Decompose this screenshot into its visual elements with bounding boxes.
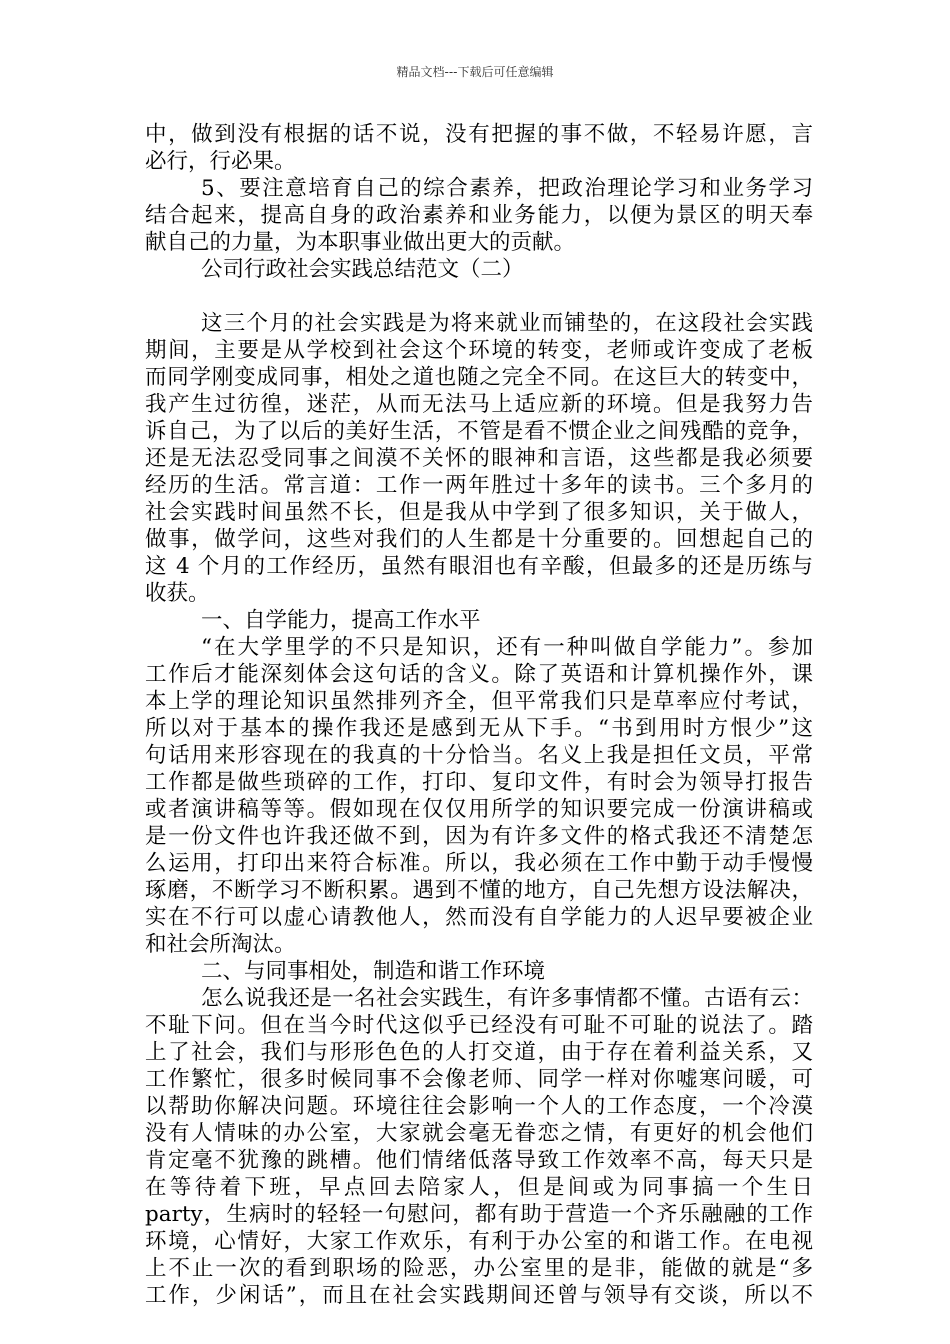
text-line: 句话用来形容现在的我真的十分恰当。名义上我是担任文员，平常	[145, 743, 813, 768]
text-line: 在等待着下班，早点回去陪家人，但是间或为同事搞一个生日	[145, 1175, 813, 1200]
text-line: 以帮助你解决问题。环境往往会影响一个人的工作态度，一个冷漠	[145, 1094, 813, 1119]
text-line: 所以对于基本的操作我还是感到无从下手。“书到用时方恨少”这	[145, 716, 813, 741]
text-line: 是一份文件也许我还做不到，因为有许多文件的格式我还不清楚怎	[145, 824, 813, 849]
text-line: 肯定毫不犹豫的跳槽。他们情绪低落导致工作效率不高，每天只是	[145, 1148, 813, 1173]
text-line: 献自己的力量，为本职事业做出更大的贡献。	[145, 230, 576, 255]
text-line: 公司行政社会实践总结范文（二）	[201, 257, 524, 282]
text-line: 没有人情味的办公室，大家就会毫无眷恋之情，有更好的机会他们	[145, 1121, 813, 1146]
text-line: 社会实践时间虽然不长，但是我从中学到了很多知识，关于做人，	[145, 500, 813, 525]
text-line: 还是无法忍受同事之间漠不关怀的眼神和言语，这些都是我必须要	[145, 446, 813, 471]
text-line: 做事，做学问，这些对我们的人生都是十分重要的。回想起自己的	[145, 527, 813, 552]
text-line: 这三个月的社会实践是为将来就业而铺垫的，在这段社会实践	[201, 311, 813, 336]
blank-line	[145, 283, 813, 310]
text-line: 和社会所淘汰。	[145, 932, 296, 957]
text-line: 琢磨，不断学习不断积累。遇到不懂的地方，自己先想方设法解决，	[145, 878, 813, 903]
text-line: 一、自学能力，提高工作水平	[201, 608, 481, 633]
text-line: 5、要注意培育自己的综合素养，把政治理论学习和业务学习	[201, 176, 813, 201]
page-header: 精品文档---下载后可任意编辑	[396, 65, 554, 79]
text-line: 期间，主要是从学校到社会这个环境的转变，老师或许变成了老板	[145, 338, 813, 363]
text-line: 经历的生活。常言道：工作一两年胜过十多年的读书。三个多月的	[145, 473, 813, 498]
text-line: 工作繁忙，很多时候同事不会像老师、同学一样对你嘘寒问暖，可	[145, 1067, 813, 1092]
text-line: 工作，少闲话”，而且在社会实践期间还曾与领导有交谈，所以不	[145, 1283, 813, 1308]
text-line: 怎么说我还是一名社会实践生，有许多事情都不懂。古语有云：	[201, 986, 813, 1011]
text-line: 工作都是做些琐碎的工作，打印、复印文件，有时会为领导打报告	[145, 770, 813, 795]
text-line: 上了社会，我们与形形色色的人打交道，由于存在着利益关系，又	[145, 1040, 813, 1065]
text-line: “在大学里学的不只是知识，还有一种叫做自学能力”。参加	[201, 635, 813, 660]
document-body	[145, 121, 813, 1309]
text-line: 我产生过彷徨，迷茫，从而无法马上适应新的环境。但是我努力告	[145, 392, 813, 417]
text-line: 收获。	[145, 581, 210, 606]
text-line: 上不止一次的看到职场的险恶，办公室里的是非，能做的就是“多	[145, 1256, 813, 1281]
text-line: 而同学刚变成同事，相处之道也随之完全不同。在这巨大的转变中，	[145, 365, 813, 390]
text-line: 中，做到没有根据的话不说，没有把握的事不做，不轻易许愿，言	[145, 122, 813, 147]
text-line: 不耻下问。但在当今时代这似乎已经没有可耻不可耻的说法了。踏	[145, 1013, 813, 1038]
text-line: 诉自己，为了以后的美好生活，不管是看不惯企业之间残酷的竞争，	[145, 419, 813, 444]
text-line: 必行，行必果。	[145, 149, 296, 174]
text-line: 么运用，打印出来符合标准。所以，我必须在工作中勤于动手慢慢	[145, 851, 813, 876]
text-line: 本上学的理论知识虽然排列齐全，但平常我们只是草率应付考试，	[145, 689, 813, 714]
text-line: 这 4 个月的工作经历，虽然有眼泪也有辛酸，但最多的还是历练与	[145, 554, 813, 579]
text-line: 实在不行可以虚心请教他人，然而没有自学能力的人迟早要被企业	[145, 905, 813, 930]
text-line: 环境，心情好，大家工作欢乐，有利于办公室的和谐工作。在电视	[145, 1229, 813, 1254]
text-line: 二、与同事相处，制造和谐工作环境	[201, 959, 546, 984]
text-line: 结合起来，提高自身的政治素养和业务能力，以便为景区的明天奉	[145, 203, 813, 228]
text-line: 工作后才能深刻体会这句话的含义。除了英语和计算机操作外，课	[145, 662, 813, 687]
text-line: party，生病时的轻轻一句慰问，都有助于营造一个齐乐融融的工作	[145, 1202, 813, 1227]
text-line: 或者演讲稿等等。假如现在仅仅用所学的知识要完成一份演讲稿或	[145, 797, 813, 822]
